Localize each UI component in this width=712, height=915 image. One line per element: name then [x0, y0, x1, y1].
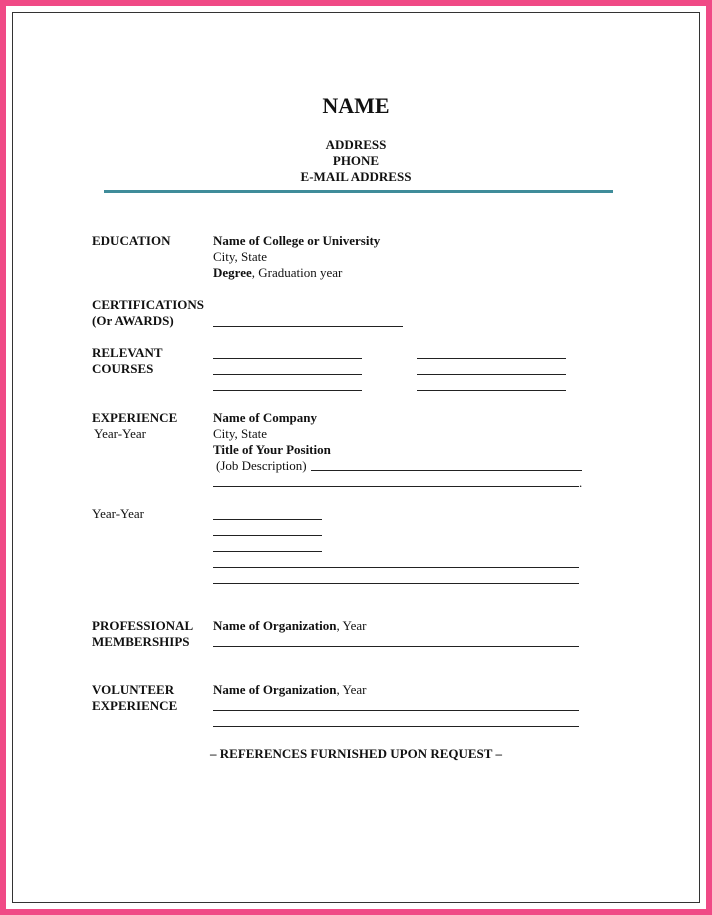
certifications-subheading: (Or AWARDS): [92, 313, 174, 328]
experience-location: City, State: [213, 426, 268, 441]
memberships-subheading: MEMBERSHIPS: [92, 634, 190, 649]
experience-job-description: (Job Description): [216, 458, 307, 473]
course-blank: [417, 374, 566, 375]
volunteer-org-rest: , Year: [336, 682, 367, 697]
course-blank: [213, 374, 362, 375]
experience-position: Title of Your Position: [213, 442, 331, 457]
course-blank: [213, 390, 362, 391]
experience-blank: [213, 519, 322, 520]
course-blank: [213, 358, 362, 359]
courses-subheading: COURSES: [92, 361, 154, 376]
course-blank: [417, 358, 566, 359]
experience-heading: EXPERIENCE: [92, 410, 178, 425]
memberships-org-rest: , Year: [336, 618, 367, 633]
education-school: Name of College or University: [213, 233, 381, 248]
experience-blank: [213, 551, 322, 552]
resume-address: ADDRESS: [325, 137, 387, 152]
certifications-blank: [213, 326, 403, 327]
period-mark: .: [579, 475, 583, 490]
memberships-blank: [213, 646, 579, 647]
resume-name: NAME: [322, 93, 390, 118]
experience-blank: [213, 535, 322, 536]
experience-blank: [213, 567, 579, 568]
experience-years-1: Year-Year: [94, 426, 146, 441]
volunteer-subheading: EXPERIENCE: [92, 698, 178, 713]
certifications-heading: CERTIFICATIONS: [92, 297, 204, 312]
resume-email: E-MAIL ADDRESS: [300, 169, 412, 184]
references-note: – REFERENCES FURNISHED UPON REQUEST –: [210, 746, 502, 761]
volunteer-organization: [213, 682, 366, 698]
volunteer-blank: [213, 726, 579, 727]
volunteer-blank: [213, 710, 579, 711]
education-degree-rest: , Graduation year: [251, 265, 343, 280]
memberships-org-label: Name of Organization: [213, 618, 337, 633]
memberships-heading: PROFESSIONAL: [92, 618, 194, 633]
job-description-blank: [213, 486, 579, 487]
job-description-blank: [311, 470, 582, 471]
course-blank: [417, 390, 566, 391]
resume-phone: PHONE: [332, 153, 380, 168]
experience-blank: [213, 583, 579, 584]
education-degree-line: [213, 265, 342, 281]
education-degree-label: Degree: [213, 265, 252, 280]
header-divider: [104, 190, 613, 193]
memberships-organization: [213, 618, 366, 634]
experience-years-2: Year-Year: [92, 506, 144, 521]
courses-heading: RELEVANT: [92, 345, 163, 360]
education-location: City, State: [213, 249, 268, 264]
education-heading: EDUCATION: [92, 233, 171, 248]
volunteer-heading: VOLUNTEER: [92, 682, 175, 697]
experience-company: Name of Company: [213, 410, 317, 425]
volunteer-org-label: Name of Organization: [213, 682, 337, 697]
